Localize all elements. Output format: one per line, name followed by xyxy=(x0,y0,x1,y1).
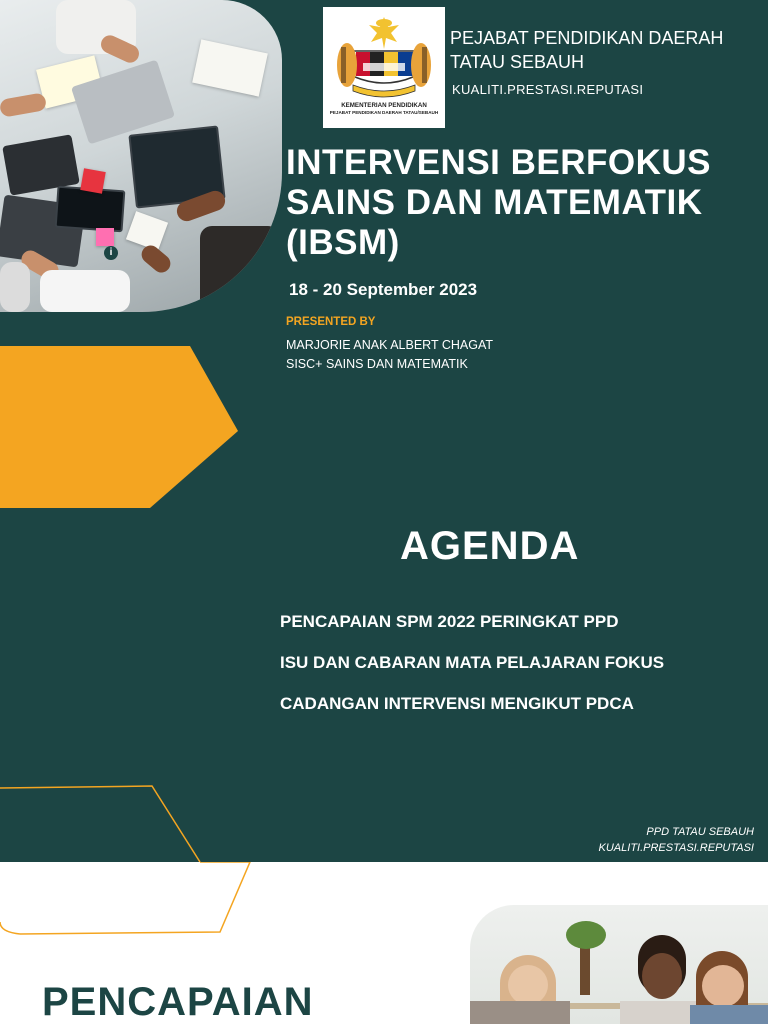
motto: KUALITI.PRESTASI.REPUTASI xyxy=(452,82,644,97)
title-line2: SAINS DAN MATEMATIK xyxy=(286,183,703,222)
org-name-line2: TATAU SEBAUH xyxy=(450,52,585,72)
event-date: 18 - 20 September 2023 xyxy=(289,280,478,299)
agenda-item: PENCAPAIAN SPM 2022 PERINGKAT PPD xyxy=(280,612,619,631)
org-name-line1: PEJABAT PENDIDIKAN DAERAH xyxy=(450,28,724,48)
title-line1: INTERVENSI BERFOKUS xyxy=(286,143,712,182)
title-line3: (IBSM) xyxy=(286,223,400,262)
slide2-title: PENCAPAIAN xyxy=(42,980,314,1024)
info-icon: i xyxy=(104,246,118,260)
footer xyxy=(599,824,754,856)
presenter-role: SISC+ SAINS DAN MATEMATIK xyxy=(286,357,468,371)
footer-line1: PPD TATAU SEBAUH xyxy=(646,826,754,838)
agenda-item: ISU DAN CABARAN MATA PELAJARAN FOKUS xyxy=(280,653,665,672)
agenda-heading: AGENDA xyxy=(400,524,580,568)
students-photo xyxy=(470,905,768,1024)
presenter-name: MARJORIE ANAK ALBERT CHAGAT xyxy=(286,338,494,352)
presented-by-label: PRESENTED BY xyxy=(286,316,376,328)
team-meeting-photo xyxy=(0,0,282,312)
presentation-title xyxy=(286,143,756,263)
orange-hexagon-shape xyxy=(0,346,240,508)
outline-hexagon-shape-lower xyxy=(0,862,260,936)
presenter-info xyxy=(286,336,493,374)
logo-caption-line1: KEMENTERIAN PENDIDIKAN xyxy=(341,102,427,109)
outline-hexagon-shape xyxy=(0,784,260,862)
organization-name xyxy=(450,26,768,74)
logo-caption-line2: PEJABAT PENDIDIKAN DAERAH TATAU/SEBAUH xyxy=(329,110,439,115)
ministry-logo xyxy=(323,7,445,128)
footer-line2: KUALITI.PRESTASI.REPUTASI xyxy=(598,842,754,854)
agenda-item: CADANGAN INTERVENSI MENGIKUT PDCA xyxy=(280,694,634,713)
